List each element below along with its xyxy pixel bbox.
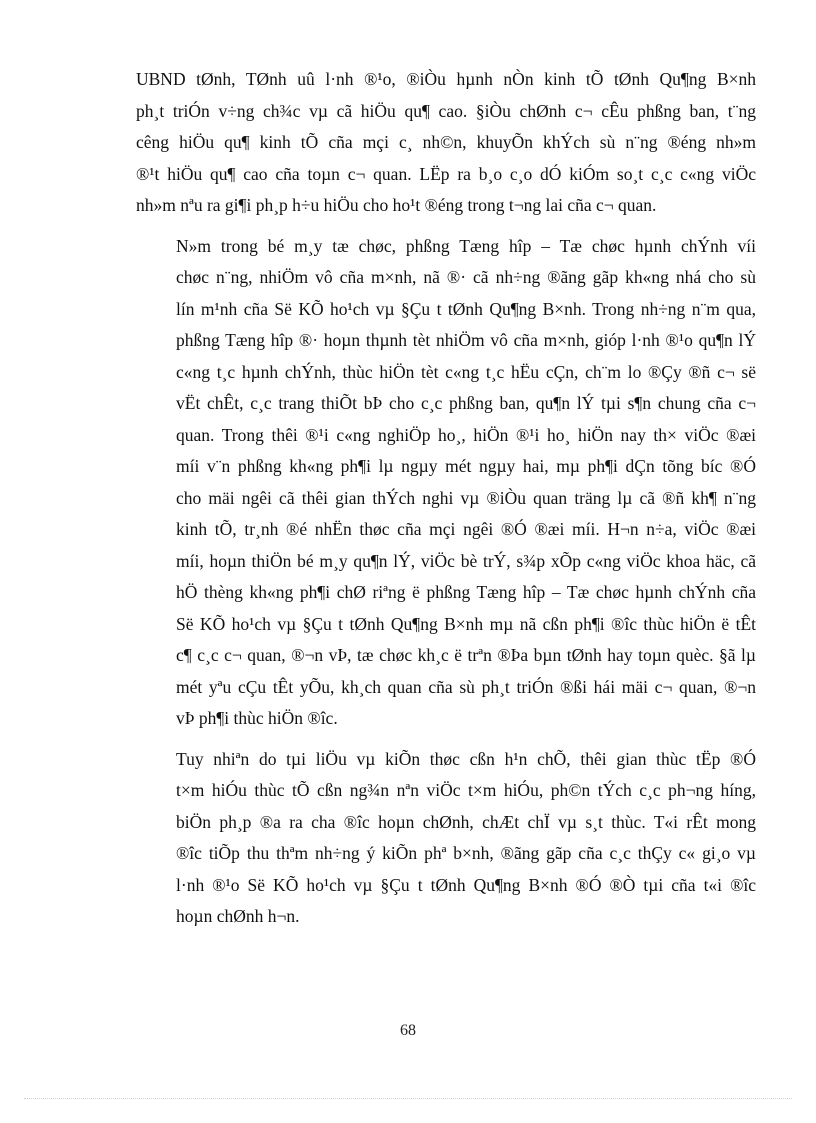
text-line: Së KÕ ho¹ch vµ §Çu t tØnh Qu¶ng B×nh mµ nã cßn ph¶i ®îc thùc hiÖn ë tÊt xyxy=(176,613,756,634)
text-line: míi v¨n phßng kh«ng ph¶i lµ ngµy mét ngµy hai, mµ ph¶i dÇn tõng bíc ®Ó xyxy=(176,456,756,476)
text-line: nh»m nªu ra gi¶i ph¸p h÷u hiÖu cho ho¹t ®éng trong t¬ng lai cña c¬ quan. xyxy=(136,195,657,215)
text-line: míi, hoµn thiÖn bé m¸y qu¶n lÝ, viÖc bè trÝ, s¾p xÕp c«ng viÖc khoa häc, cã xyxy=(176,550,756,571)
text-line: mét yªu cÇu tÊt yÕu, kh¸ch quan cña sù ph¸t triÓn ®ßi hái mäi c¬ quan, ®¬n xyxy=(176,676,756,697)
text-line: quan. Trong thêi ®¹i c«ng nghiÖp ho¸, hiÖn ®¹i ho¸ hiÖn nay th× viÖc ®æi xyxy=(176,424,756,445)
text-line: l·nh ®¹o Së KÕ ho¹ch vµ §Çu t tØnh Qu¶ng B×nh ®Ó ®Ò tµi cña t«i ®îc xyxy=(176,874,756,895)
text-line: c«ng t¸c hµnh chÝnh, thùc hiÖn tèt c«ng t¸c hËu cÇn, ch¨m lo ®Çy ®ñ c¬ së xyxy=(176,361,756,382)
text-line: phßng Tæng hîp ®· hoµn thµnh tèt nhiÖm vô cña m×nh, gióp l·nh ®¹o qu¶n lÝ xyxy=(176,330,756,350)
body-text xyxy=(136,64,756,942)
page-bottom-divider xyxy=(24,1098,792,1099)
text-line: Tuy nhiªn do tµi liÖu vµ kiÕn thøc cßn h¹n chÕ, thêi gian thùc tËp ®Ó xyxy=(176,748,756,769)
text-line: hÖ thèng kh«ng ph¶i chØ riªng ë phßng Tæng hîp – Tæ chøc hµnh chÝnh cña xyxy=(176,582,756,602)
text-line: vÞ ph¶i thùc hiÖn ®îc. xyxy=(176,708,338,728)
text-line: biÖn ph¸p ®a ra cha ®îc hoµn chØnh, chÆt chÏ vµ s¸t thùc. T«i rÊt mong xyxy=(176,811,756,832)
text-line: cêng hiÖu qu¶ kinh tÕ cña mçi c¸ nh©n, khuyÕn khÝch sù n¨ng ®éng nh»m xyxy=(136,132,756,152)
text-line: UBND tØnh, TØnh uû l·nh ®¹o, ®iÒu hµnh nÒn kinh tÕ tØnh Qu¶ng B×nh xyxy=(136,69,756,89)
text-line: vËt chÊt, c¸c trang thiÕt bÞ cho c¸c phßng ban, qu¶n lÝ tµi s¶n chung cña c¬ xyxy=(176,393,756,413)
paragraph xyxy=(136,231,756,735)
text-line: ph¸t triÓn v÷ng ch¾c vµ cã hiÖu qu¶ cao. §iÒu chØnh c¬ cÊu phßng ban, t¨ng xyxy=(136,100,756,121)
text-line: ®îc tiÕp thu thªm nh÷ng ý kiÕn phª b×nh, ®ãng gãp cña c¸c thÇy c« gi¸o vµ xyxy=(176,843,756,863)
text-line: t×m hiÓu thùc tÕ cßn ng¾n nªn viÖc t×m hiÓu, ph©n tÝch c¸c ph¬ng híng, xyxy=(176,780,756,800)
text-line: lín m¹nh cña Së KÕ ho¹ch vµ §Çu t tØnh Qu¶ng B×nh. Trong nh÷ng n¨m qua, xyxy=(176,298,756,319)
text-line: c¶ c¸c c¬ quan, ®¬n vÞ, tæ chøc kh¸c ë trªn ®Þa bµn tØnh hay toµn quèc. §ã lµ xyxy=(176,645,756,665)
paragraph xyxy=(136,64,756,222)
text-line: chøc n¨ng, nhiÖm vô cña m×nh, nã ®· cã nh÷ng ®ãng gãp kh«ng nhá cho sù xyxy=(176,267,756,287)
page-number: 68 xyxy=(400,1022,416,1039)
text-line: cho mäi ngêi cã thêi gian thÝch nghi vµ ®iÒu quan träng lµ cã ®ñ kh¶ n¨ng xyxy=(176,487,756,508)
text-line: hoµn chØnh h¬n. xyxy=(176,906,300,926)
text-line: kinh tÕ, tr¸nh ®é nhËn thøc cña mçi ngêi ®Ó ®æi míi. H¬n n÷a, viÖc ®æi xyxy=(176,519,756,539)
text-line: ®¹t hiÖu qu¶ cao cña toµn c¬ quan. LËp ra b¸o c¸o dÓ kiÓm so¸t c¸c c«ng viÖc xyxy=(136,163,756,184)
text-line: N»m trong bé m¸y tæ chøc, phßng Tæng hîp – Tæ chøc hµnh chÝnh víi xyxy=(176,235,756,256)
paragraph xyxy=(136,744,756,933)
